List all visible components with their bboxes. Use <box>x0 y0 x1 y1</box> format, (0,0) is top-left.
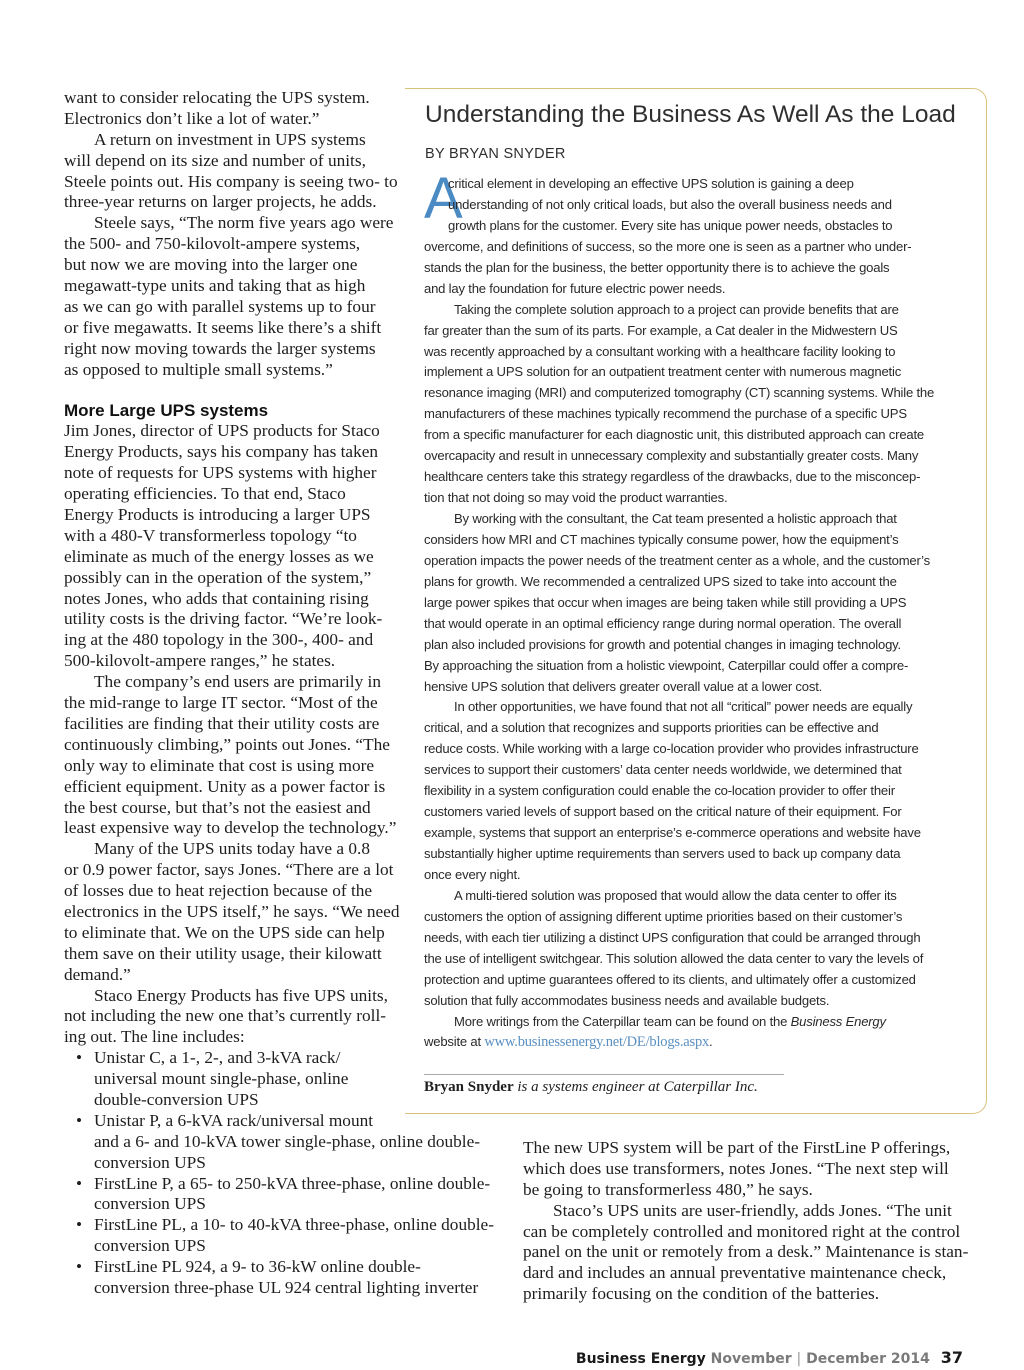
text-line: ing at the 480 topology in the 300-, 400- and <box>64 630 374 650</box>
text-line: stands the plan for the business, the better opportunity there is to achieve the goals <box>424 259 890 275</box>
blog-link[interactable]: www.businessenergy.net/DE/blogs.aspx <box>484 1034 710 1051</box>
text-line: of losses due to heat rejection because of the <box>64 881 373 901</box>
text-line: reduce costs. While working with a large co-location provider who provides infrastructure <box>424 741 919 757</box>
text-line: or five megawatts. It seems like there’s a shift <box>64 317 382 337</box>
text-line: FirstLine PL, a 10- to 40-kVA three-phase, online double- <box>94 1215 494 1235</box>
text-line: tion that not doing so may void the product warranties. <box>424 490 728 506</box>
section-subheading: More Large UPS systems <box>64 401 269 421</box>
text-line: the mid-range to large IT sector. “Most of the <box>64 693 378 713</box>
text-line: want to consider relocating the UPS system. <box>64 88 370 107</box>
bullet-item <box>64 1215 494 1257</box>
issue-date: December 2014 <box>806 1351 930 1367</box>
text-line: conversion three-phase UL 924 central lighting inverter <box>94 1277 479 1297</box>
text-line: conversion UPS <box>94 1236 206 1256</box>
text-line: operation impacts the power needs of the treatment center as a whole, and the customer’s <box>424 552 930 568</box>
issue-month: November <box>710 1351 792 1367</box>
text-line: overcapacity and result in unnecessary complexity and substantially greater costs. Many <box>424 448 919 464</box>
text-line: right now moving towards the larger systems <box>64 338 376 358</box>
text-line: flexibility in a system configuration could enable the co-location provider to offer their <box>424 783 895 799</box>
text-line: operating efficiencies. To that end, Staco <box>64 484 346 504</box>
text-line: protection and uptime guarantees offered to its clients, and ultimately offer a customized <box>424 971 916 987</box>
text-line: critical element in developing an effective UPS solution is gaining a deep <box>448 176 854 191</box>
bullet-dot: • <box>76 1215 83 1235</box>
text-line: least expensive way to develop the technology.” <box>64 818 397 838</box>
text-line: Steele says, “The norm five years ago were <box>94 213 394 233</box>
text-line: eliminate as much of the energy losses as we <box>64 546 374 566</box>
page-footer <box>0 1349 963 1368</box>
text-line: manufacturers of these machines typically recommend the purchase of a specific UPS <box>424 406 907 422</box>
right-column <box>523 1138 969 1305</box>
text-line: Energy Products, says his company has taken <box>64 442 379 462</box>
text-line: be going to transformerless 480,” he says. <box>523 1179 813 1199</box>
text-line: will depend on its size and number of units, <box>64 150 366 170</box>
text-line: was recently approached by a consultant working with a healthcare facility looking to <box>424 343 896 359</box>
text-line: hensive UPS solution that delivers greater overall value at a lower cost. <box>424 678 823 694</box>
text-line: the 500- and 750-kilovolt-ampere systems, <box>64 234 361 254</box>
text-line: only way to eliminate that cost is using more <box>64 755 375 775</box>
text-line: A multi-tiered solution was proposed that would allow the data center to offer its <box>454 887 897 903</box>
text-line: Many of the UPS units today have a 0.8 <box>94 839 370 859</box>
text-line: growth plans for the customer. Every site has unique power needs, obstacles to <box>448 217 893 233</box>
text-line: Staco’s UPS units are user-friendly, adds Jones. “The unit <box>553 1200 952 1220</box>
sidebar-byline: BY BRYAN SNYDER <box>425 146 566 162</box>
bullet-dot: • <box>76 1048 83 1068</box>
text-line: primarily focusing on the condition of the batteries. <box>523 1284 880 1304</box>
bullet-item <box>64 1048 404 1111</box>
text-line: 500-kilovolt-ampere ranges,” he states. <box>64 651 336 671</box>
bullet-item <box>64 1110 481 1174</box>
page-number: 37 <box>940 1348 963 1367</box>
text-line: example, systems that support an enterprise’s e-commerce operations and website have <box>424 825 921 841</box>
text-line: Staco Energy Products has five UPS units, <box>94 985 388 1005</box>
text-line: Steele points out. His company is seeing two- to <box>64 171 398 191</box>
text-line <box>424 1012 960 1033</box>
text-line: notes Jones, who adds that containing rising <box>64 588 369 608</box>
text-line: The new UPS system will be part of the FirstLine P offerings, <box>523 1138 951 1157</box>
text-line: and a 6- and 10-kVA tower single-phase, online double- <box>94 1131 481 1151</box>
text-line: considers how MRI and CT machines typically consume power, how the equipment’s <box>424 531 899 547</box>
text-line: plans for growth. We recommended a centralized UPS sized to take into account the <box>424 573 897 589</box>
footer-separator: | <box>796 1351 802 1367</box>
text-line: needs, with each tier utilizing a distinct UPS configuration that could be arranged through <box>424 929 921 945</box>
text-line: megawatt-type units and taking that as high <box>64 276 366 296</box>
text-line: and lay the foundation for future electric power needs. <box>424 280 726 296</box>
text-line: continuously climbing,” points out Jones. “The <box>64 734 390 754</box>
text-line: far greater than the sum of its parts. For example, a Cat dealer in the Midwestern US <box>424 322 898 338</box>
text-line: implement a UPS solution for an outpatient treatment center with numerous magnetic <box>424 364 902 380</box>
text-line: but now we are moving into the larger one <box>64 255 358 275</box>
text-line: demand.” <box>64 964 131 984</box>
text-line: Electronics don’t like a lot of water.” <box>64 108 320 128</box>
text-line: note of requests for UPS systems with higher <box>64 463 377 483</box>
text-line: from a specific manufacturer for each diagnostic unit, this distributed approach can create <box>424 427 925 443</box>
bullet-dot: • <box>76 1173 83 1193</box>
text-line: customers the option of assigning different uptime priorities based on their customer’s <box>424 908 903 924</box>
text-line: possibly can in the operation of the system,” <box>64 567 372 587</box>
spacer <box>64 380 404 400</box>
text-line: Taking the complete solution approach to a project can provide benefits that are <box>454 301 899 317</box>
text-line: FirstLine PL 924, a 9- to 36-kW online double- <box>94 1257 421 1277</box>
text-line: double-conversion UPS <box>94 1089 259 1109</box>
text-line: healthcare centers take this strategy regardless of the drawbacks, due to the misconcep- <box>424 469 921 485</box>
text-line: as we can go with parallel systems up to four <box>64 296 376 316</box>
divider <box>424 1074 784 1075</box>
author-role: is a systems engineer at Caterpillar Inc. <box>513 1079 758 1095</box>
text-line: customers varied levels of support based on the critical nature of their equipment. For <box>424 804 902 820</box>
text-line: dard and includes an annual preventative maintenance check, <box>523 1263 947 1283</box>
text-line: ing out. The line includes: <box>64 1027 245 1047</box>
text-line: services to support their customers’ data center needs worldwide, we determined that <box>424 762 902 778</box>
text-line: By working with the consultant, the Cat team presented a holistic approach that <box>454 511 897 526</box>
text-line: or 0.9 power factor, says Jones. “There are a lot <box>64 860 394 880</box>
text-line: resonance imaging (MRI) and computerized tomography (CT) scanning systems. While the <box>424 385 935 401</box>
text-line: facilities are finding that their utility costs are <box>64 713 380 733</box>
text-line: once every night. <box>424 866 521 882</box>
text-line: them save on their utility usage, their kilowatt <box>64 943 382 963</box>
text-line: substantially higher uptime requirements than servers used to back up company data <box>424 846 901 861</box>
bullet-dot: • <box>76 1257 83 1277</box>
drop-cap: A <box>424 166 463 231</box>
magazine-name-italic: Business Energy <box>790 1013 886 1029</box>
text-line: the best course, but that’s not the easiest and <box>64 797 371 817</box>
text-line: By approaching the situation from a holistic viewpoint, Caterpillar could offer a compre- <box>424 657 909 673</box>
text-line: can be completely controlled and monitored right at the control <box>523 1221 961 1241</box>
text-line: plan also included provisions for growth and potential changes in imaging technology. <box>424 636 901 652</box>
text-line: FirstLine P, a 65- to 250-kVA three-phase, online double- <box>94 1173 491 1193</box>
text-line: that would operate in an optimal efficiency range during normal operation. The overall <box>424 615 902 631</box>
sidebar-title: Understanding the Business As Well As the Load <box>425 101 956 128</box>
text-line: efficient equipment. Unity as a power factor is <box>64 776 386 796</box>
text-line: Unistar C, a 1-, 2-, and 3-kVA rack/ <box>94 1048 341 1068</box>
bullet-item <box>64 1173 491 1216</box>
text-line: large power spikes that occur when images are being taken while still providing a UPS <box>424 594 907 610</box>
text-line: overcome, and definitions of success, so the more one is seen as a partner who under- <box>424 238 912 254</box>
text-line: with a 480-V transformerless topology “to <box>64 525 357 545</box>
text-line: critical, and a solution that recognizes and supports priorities can be effective and <box>424 720 879 736</box>
text-line: understanding of not only critical loads, but also the overall business needs and <box>448 196 892 212</box>
text-line: A return on investment in UPS systems <box>94 129 366 149</box>
text-span: website at <box>424 1034 485 1050</box>
text-line: conversion UPS <box>94 1152 206 1172</box>
magazine-name: Business Energy <box>575 1351 706 1367</box>
text-line: three-year returns on larger projects, he adds. <box>64 192 377 212</box>
text-line: as opposed to multiple small systems.” <box>64 359 333 379</box>
bullet-dot: • <box>76 1110 83 1130</box>
text-span: More writings from the Caterpillar team can be found on the <box>454 1013 791 1029</box>
text-line: to eliminate that. We on the UPS side can help <box>64 922 385 942</box>
text-line: which does use transformers, notes Jones. “The next step will <box>523 1158 949 1178</box>
sidebar-body <box>424 174 960 1053</box>
text-span: . <box>709 1034 713 1050</box>
text-line: In other opportunities, we have found that not all “critical” power needs are equally <box>454 699 913 715</box>
text-line: Unistar P, a 6-kVA rack/universal mount <box>94 1110 374 1130</box>
bullet-item <box>64 1257 479 1299</box>
text-line: utility costs is the driving factor. “We’re look- <box>64 609 383 629</box>
text-line: the use of intelligent switchgear. This solution allowed the data center to vary the levels of <box>424 950 924 966</box>
text-line: not including the new one that’s currently roll- <box>64 1006 387 1026</box>
text-line: universal mount single-phase, online <box>94 1069 349 1089</box>
author-name: Bryan Snyder <box>424 1079 514 1095</box>
author-bio <box>424 1077 758 1097</box>
text-line: panel on the unit or remotely from a desk.” Maintenance is stan- <box>523 1242 969 1262</box>
text-line: electronics in the UPS itself,” he says. “We need <box>64 901 400 921</box>
text-line: conversion UPS <box>94 1194 206 1214</box>
text-line: Jim Jones, director of UPS products for Staco <box>64 421 380 441</box>
text-line: The company’s end users are primarily in <box>94 672 381 692</box>
text-line <box>424 1032 960 1053</box>
text-line: solution that fully accommodates business needs and available budgets. <box>424 992 830 1008</box>
text-line: Energy Products is introducing a larger UPS <box>64 505 371 525</box>
